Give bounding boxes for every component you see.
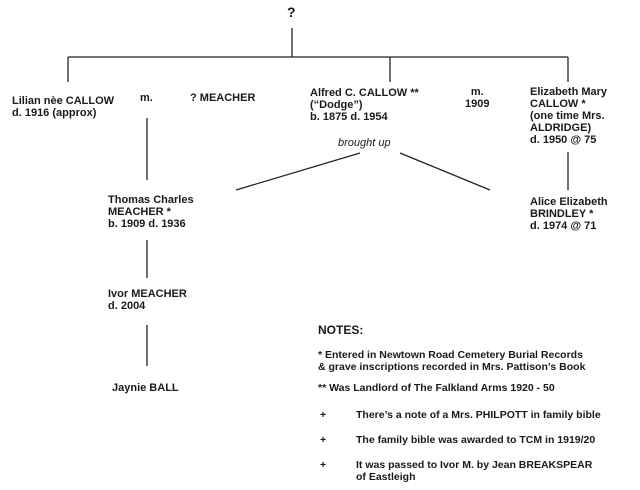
- brought-up-right-line: [400, 153, 490, 190]
- note-double-asterisk: [318, 382, 555, 394]
- person-ivor-meacher: Ivor MEACHER d. 2004: [108, 288, 187, 312]
- note-single-asterisk: [318, 349, 585, 373]
- marriage-label-lilian: m.: [140, 92, 153, 104]
- note-text-bible-awarded: The family bible was awarded to TCM in 1919/20: [356, 434, 596, 446]
- person-thomas-meacher: Thomas Charles MEACHER * b. 1909 d. 1936: [108, 194, 194, 230]
- notes-title: NOTES:: [318, 323, 364, 337]
- note-text: Was Landlord of The Falkland Arms 1920 - 50: [329, 382, 555, 394]
- person-alice-brindley: Alice Elizabeth BRINDLEY * d. 1974 @ 71: [530, 196, 608, 232]
- note-bullet-philpott: +: [320, 409, 327, 421]
- note-bullet-bible-awarded: +: [320, 434, 327, 446]
- person-alfred-callow: Alfred C. CALLOW ** (“Dodge”) b. 1875 d. 1954: [310, 87, 419, 123]
- marriage-label-alfred: m. 1909: [465, 86, 490, 110]
- brought-up-label: brought up: [338, 137, 391, 149]
- person-jaynie-ball: Jaynie BALL: [112, 382, 179, 394]
- note-text-bible-passed: It was passed to Ivor M. by Jean BREAKSPEAR of Eastleigh: [356, 459, 593, 483]
- note-text: Entered in Newtown Road Cemetery Burial Records & grave inscriptions recorded in Mrs. Pattison’s Book: [318, 349, 586, 373]
- brought-up-left-line: [236, 153, 360, 190]
- person-lilian-callow: Lilian nèe CALLOW d. 1916 (approx): [12, 95, 115, 119]
- root-unknown-ancestor: ?: [287, 4, 296, 20]
- note-bullet: **: [318, 382, 327, 394]
- person-elizabeth-callow: Elizabeth Mary CALLOW * (one time Mrs. ALDRIDGE) d. 1950 @ 75: [530, 86, 608, 146]
- note-text-philpott: There’s a note of a Mrs. PHILPOTT in family bible: [356, 409, 601, 421]
- note-bullet-bible-passed: +: [320, 459, 327, 471]
- person-meacher-father: ? MEACHER: [190, 92, 256, 104]
- note-bullet: *: [318, 349, 323, 361]
